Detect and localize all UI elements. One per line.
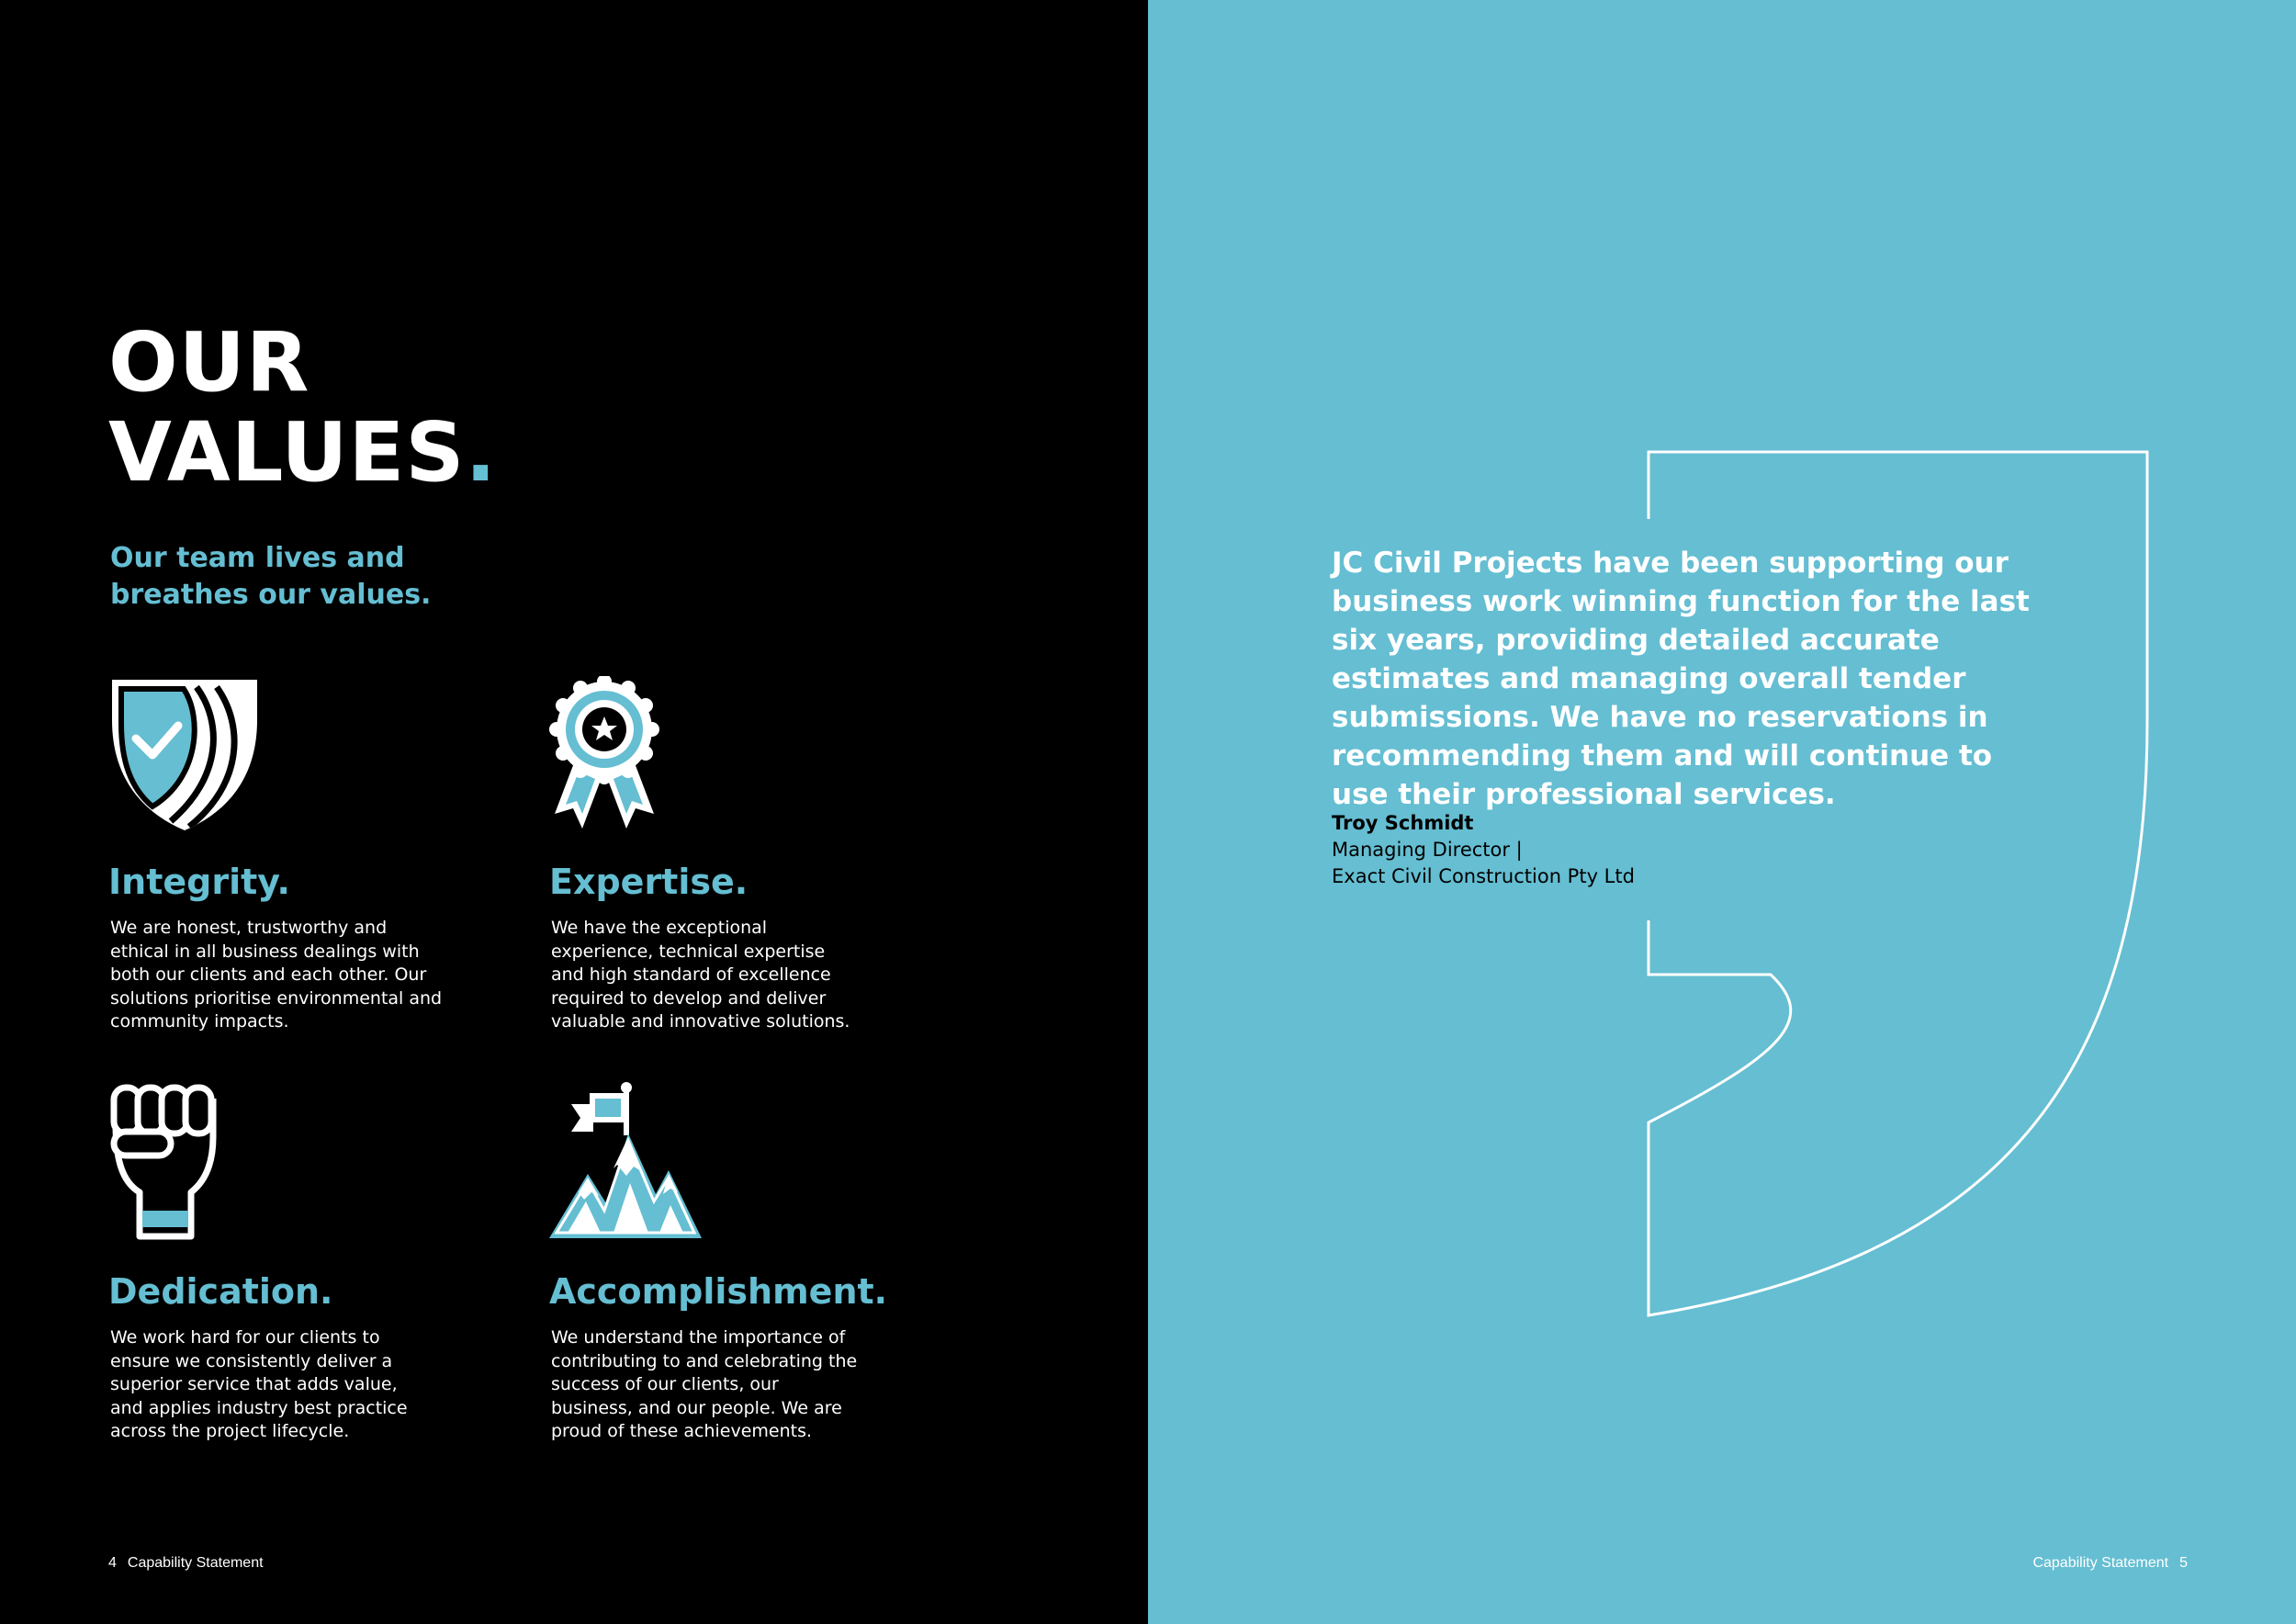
footer-label: Capability Statement: [2032, 1555, 2169, 1571]
value-title-expertise: Expertise.: [549, 862, 748, 902]
page-heading: [108, 314, 498, 500]
heading-line-2: [108, 404, 498, 500]
footer-left: [108, 1554, 264, 1573]
heading-line-1: OUR: [108, 314, 310, 410]
award-ribbon-icon: [549, 676, 659, 834]
footer-page-number: 4: [108, 1555, 117, 1571]
mountain-flag-icon: [549, 1080, 703, 1242]
testimonial-author: [1332, 810, 1791, 890]
footer-page-number: 5: [2179, 1555, 2188, 1571]
testimonial-quote: JC Civil Projects have been supporting our business work winning function for the last six years, providing detailed accurate estimates and managing overall tender submissions. We have no reservations in recommending them and will continue to use their professional services.: [1332, 547, 2030, 811]
heading-word: VALUES: [108, 404, 466, 500]
heading-dot: .: [465, 404, 498, 500]
author-name: Troy Schmidt: [1332, 812, 1474, 834]
author-company: Exact Civil Construction Pty Ltd: [1332, 865, 1635, 887]
footer-right: [2032, 1554, 2188, 1573]
raised-fist-icon: [108, 1084, 219, 1240]
shield-check-icon: [108, 676, 261, 834]
value-title-integrity: Integrity.: [108, 862, 290, 902]
author-role: Managing Director |: [1332, 839, 1523, 861]
footer-label: Capability Statement: [127, 1555, 264, 1571]
tagline: Our team lives and breathes our values.: [110, 542, 432, 611]
value-desc-expertise: We have the exceptional experience, technical expertise and high standard of excellence required to develop and deliver valuable and innovative solutions.: [551, 918, 850, 1032]
value-desc-accomplishment: We understand the importance of contributing to and celebrating the success of our clients, our business, and our people. We are proud of these achievements.: [551, 1327, 858, 1441]
value-title-accomplishment: Accomplishment.: [549, 1271, 888, 1312]
value-title-dedication: Dedication.: [108, 1271, 333, 1312]
value-desc-dedication: We work hard for our clients to ensure we consistently deliver a superior service that adds value, and applies industry best practice across the project lifecycle.: [110, 1327, 408, 1441]
value-desc-integrity: We are honest, trustworthy and ethical in all business dealings with both our clients and each other. Our solutions prioritise environmental and community impacts.: [110, 918, 443, 1032]
